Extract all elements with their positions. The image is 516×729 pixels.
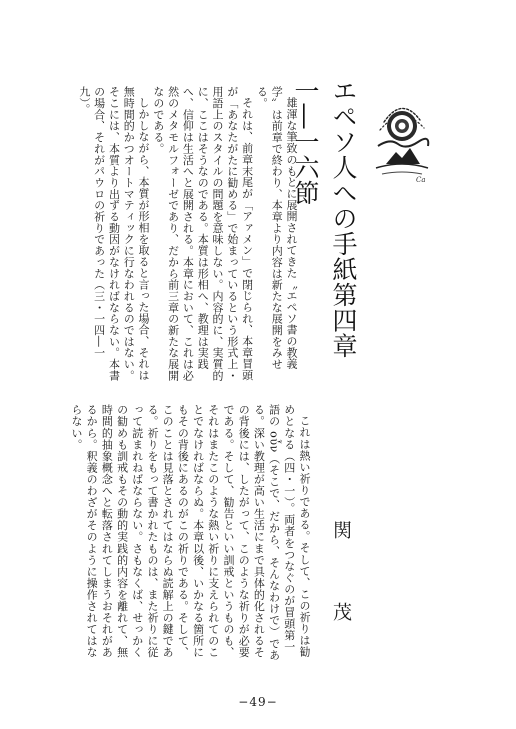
page-number: −49− xyxy=(238,695,278,709)
article-title: エペソ人への手紙第四章一―一六節 xyxy=(291,78,358,359)
paragraph: 雄渾な筆致のもとに展開されてきた〝エペソ書の教義学〟は前章で終わり、本章より内容は新たな展開をみせる。 xyxy=(255,86,298,370)
body-text-upper xyxy=(77,86,298,386)
body-text-lower xyxy=(69,404,312,662)
paragraph: これは熱い祈りである。そして、この祈りは勧めとなる（四・一）。両者をつなぐのが冒頭第一語の οὖν（そこで、だから、そんなわけで）である。深い教理が高い生活にまで具体的化されるその背後には、したがって、このような祈りが必要である。そして、勧告といい訓戒というものも、それはまたこのような熱い祈りに支えられてのことでなければならぬ。本章以後、いかなる箇所にもその背後にあるのがこの祈りである。そして、このことは見落とされてはならぬ読解上の鍵である。祈りをもって書かれたものは、また祈りに従って読まれねばならない。さもなくば、せっかくの勧めも訓戒もその動的実践的内容を離れて、無時間的抽象概念へと転落されてしまうおそれがあるから。釈義のわざがそのように操作されてはならない。 xyxy=(69,404,311,661)
paragraph: しかしながら、本質が形相を取ると言った場合、それは無時間的かつオートマティックに行なわれるのではない。そこには、本質より出ずる動因がなければならない。本書の場合、それがパウロの祈りであった（三・一四―一九）。 xyxy=(77,86,151,382)
artist-signature: Ca xyxy=(416,176,426,184)
paragraph: それは、前章末尾が「アァメン」で閉じられ、本章冒頭が「あなたがたに勧める」で始まっているという形式上・用語上のスタイルの問題を意味しない。内容的に、実質的に、ここはそうなのである。本質は形相へ、教理は実践へ、信仰は生活へと展開される。本章において、これは必然のメタモルフォーゼであり、だから前三章の新たな展開なのである。 xyxy=(151,86,254,382)
sun-over-mountains-woodcut-icon xyxy=(372,86,432,186)
author-surname: 関 xyxy=(330,520,352,539)
author-given-name: 茂 xyxy=(330,602,352,621)
